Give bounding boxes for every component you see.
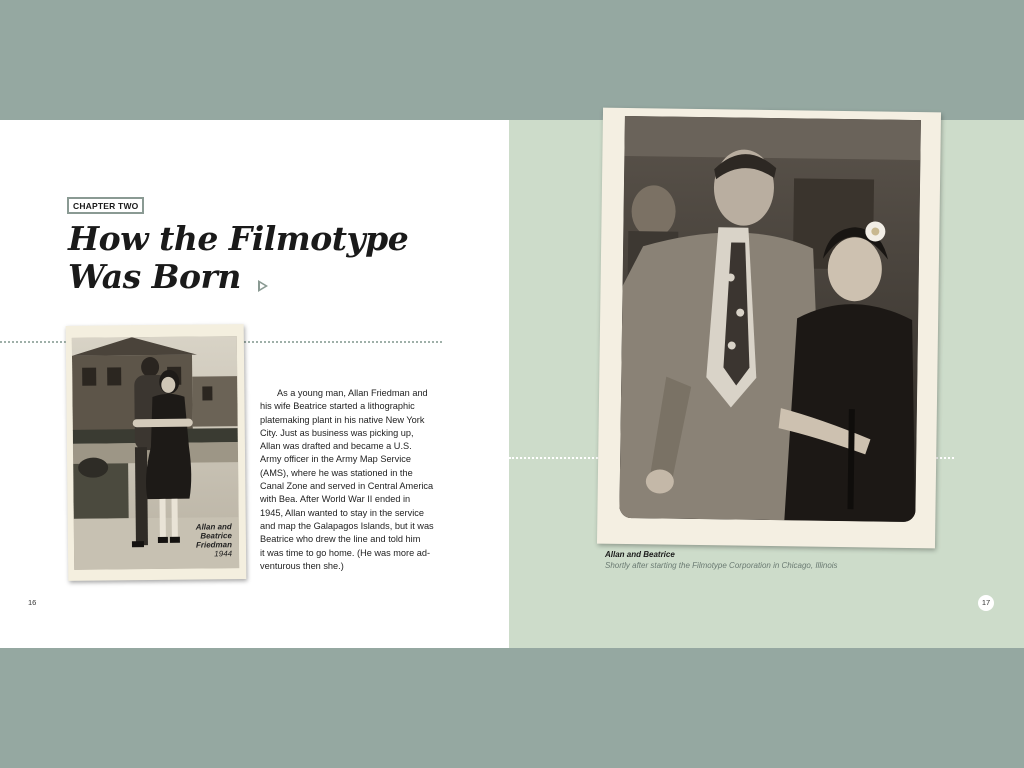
photo-small-caption-line-2: Beatrice [200, 531, 232, 541]
page-number-left: 16 [28, 598, 37, 607]
body-line: 1945, Allan wanted to stay in the service [260, 507, 424, 518]
body-line: As a young man, Allan Friedman and [277, 388, 428, 398]
chapter-title-line-2: Was Born [68, 257, 241, 296]
body-line: (AMS), where he was stationed in the [260, 467, 413, 478]
photo-large-illustration [619, 116, 921, 522]
body-line: platemaking plant in his native New York [260, 414, 425, 425]
body-paragraph [260, 387, 446, 573]
body-line: and map the Galapagos Islands, but it was [260, 520, 434, 531]
body-line: City. Just as business was picking up, [260, 427, 414, 438]
page-number-right: 17 [978, 595, 994, 611]
photo-small-caption [196, 522, 232, 558]
photo-large-image [619, 116, 921, 522]
body-line: his wife Beatrice started a lithographic [260, 401, 415, 412]
chapter-title-line-1: How the Filmotype [68, 219, 409, 258]
body-line: Army officer in the Army Map Service [260, 454, 411, 465]
body-line: Beatrice who drew the line and told him [260, 534, 421, 545]
chapter-label: CHAPTER TWO [67, 197, 144, 214]
photo-small-caption-line-3: Friedman [195, 540, 233, 550]
left-page [0, 120, 509, 648]
body-line: Canal Zone and served in Central America [260, 481, 434, 492]
chapter-title [68, 220, 428, 296]
photo-small-caption-line-1: Allan and [195, 522, 232, 532]
photo-allan-beatrice-1944 [66, 324, 247, 581]
body-line: Allan was drafted and became a U.S. [260, 441, 412, 452]
photo-allan-and-beatrice [597, 108, 941, 549]
photo-large-caption-title: Allan and Beatrice [605, 550, 675, 559]
play-triangle-icon [258, 280, 268, 292]
body-line: it was time to go home. (He was more ad- [260, 547, 431, 558]
photo-small-caption-year: 1944 [214, 549, 233, 559]
photo-large-caption-subtitle: Shortly after starting the Filmotype Corporation in Chicago, Illinois [605, 561, 838, 570]
body-line: venturous then she.) [260, 560, 344, 571]
body-line: with Bea. After World War II ended in [260, 494, 411, 505]
